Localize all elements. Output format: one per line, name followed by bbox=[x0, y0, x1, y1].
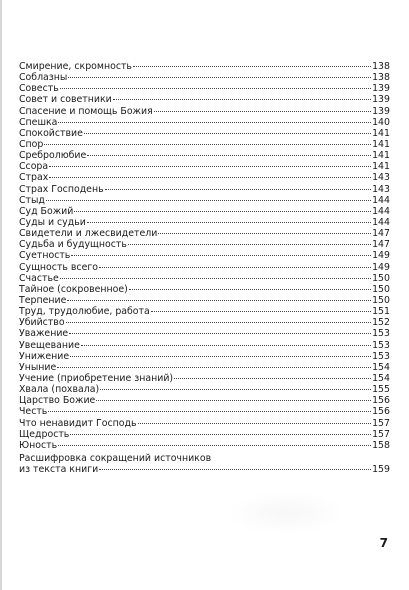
toc-entry bbox=[19, 106, 390, 117]
toc-entry bbox=[19, 317, 390, 328]
toc-entry-page: 157 bbox=[372, 428, 390, 440]
toc-entry-label: Смирение, скромность bbox=[19, 61, 132, 72]
toc-entry-page: 158 bbox=[372, 439, 390, 451]
toc-entry-page: 140 bbox=[372, 116, 390, 128]
toc-entry bbox=[19, 161, 390, 172]
toc-entry-page: 144 bbox=[372, 216, 390, 228]
toc-entry bbox=[19, 128, 390, 139]
toc-entry bbox=[19, 239, 390, 250]
toc-entry-label: Суетность bbox=[19, 250, 71, 262]
dot-leader bbox=[46, 200, 371, 201]
toc-entry bbox=[19, 295, 390, 306]
toc-entry bbox=[19, 406, 390, 417]
page-number: 7 bbox=[379, 536, 388, 550]
toc-entry-page: 154 bbox=[372, 372, 390, 384]
dot-leader bbox=[71, 255, 371, 256]
dot-leader bbox=[70, 434, 371, 435]
dot-leader bbox=[84, 133, 371, 134]
dot-leader bbox=[70, 356, 371, 357]
dot-leader bbox=[133, 66, 371, 67]
dot-leader bbox=[87, 155, 371, 156]
toc-entry bbox=[19, 61, 390, 72]
scan-smudge bbox=[226, 490, 346, 536]
toc-entry bbox=[19, 117, 390, 128]
dot-leader bbox=[96, 400, 371, 401]
toc-entry bbox=[19, 150, 390, 161]
dot-leader bbox=[174, 378, 371, 379]
dot-leader bbox=[69, 333, 371, 334]
dot-leader bbox=[67, 300, 371, 301]
toc-entry-label: Суды и судьи bbox=[19, 216, 86, 228]
toc-entry-page: 141 bbox=[372, 127, 390, 139]
dot-leader bbox=[60, 278, 371, 279]
toc-entry-label: Совет и советники bbox=[19, 94, 112, 106]
toc-entry-label: Соблазны bbox=[19, 72, 68, 84]
dot-leader bbox=[158, 233, 371, 234]
toc-entry bbox=[19, 418, 390, 429]
toc-entry bbox=[19, 340, 390, 351]
toc-entry-appendix bbox=[19, 453, 390, 475]
toc-entry-label: Свидетели и лжесвидетели bbox=[19, 228, 158, 240]
toc-entry bbox=[19, 217, 390, 228]
toc-entry-label: Что ненавидит Господь bbox=[19, 417, 137, 429]
toc-entry-page: 150 bbox=[372, 272, 390, 284]
toc-entry-label: Сребролюбие bbox=[19, 150, 87, 162]
toc-entry-page: 156 bbox=[372, 406, 390, 418]
toc-entry bbox=[19, 384, 390, 395]
dot-leader bbox=[99, 267, 371, 268]
dot-leader bbox=[81, 345, 371, 346]
toc-entry bbox=[19, 262, 390, 273]
toc-entry-label: Спасение и помощь Божия bbox=[19, 105, 153, 117]
toc-entry bbox=[19, 429, 390, 440]
toc-entry-label: Спешка bbox=[19, 116, 58, 128]
toc-entry-label: Ссора bbox=[19, 161, 49, 173]
toc-entry-page: 153 bbox=[372, 328, 390, 340]
toc-entry-label: Терпение bbox=[19, 294, 67, 306]
toc-entry bbox=[19, 94, 390, 105]
dot-leader bbox=[87, 222, 371, 223]
toc-entry-page: 152 bbox=[372, 317, 390, 329]
dot-leader bbox=[68, 77, 371, 78]
dot-leader bbox=[66, 322, 371, 323]
toc-entry-label: Честь bbox=[19, 406, 48, 418]
toc-entry-page: 150 bbox=[372, 283, 390, 295]
toc-entry bbox=[19, 72, 390, 83]
toc-entry-page: 139 bbox=[372, 94, 390, 106]
toc-entry bbox=[19, 250, 390, 261]
dot-leader bbox=[57, 367, 371, 368]
dot-leader bbox=[60, 88, 371, 89]
dot-leader bbox=[129, 289, 371, 290]
dot-leader bbox=[113, 99, 371, 100]
dot-leader bbox=[128, 244, 371, 245]
dot-leader bbox=[49, 177, 371, 178]
toc-entry-page: 139 bbox=[372, 105, 390, 117]
toc-entry-page: 153 bbox=[372, 350, 390, 362]
dot-leader bbox=[74, 211, 371, 212]
toc-entry-page: 147 bbox=[372, 239, 390, 251]
dot-leader bbox=[48, 411, 371, 412]
toc-entry-label: Хвала (похвала) bbox=[19, 384, 100, 396]
toc-entry-label: Уважение bbox=[19, 328, 69, 340]
toc-entry-page: 144 bbox=[372, 194, 390, 206]
toc-entry bbox=[19, 228, 390, 239]
toc-entry bbox=[19, 284, 390, 295]
toc-entry-label: Сущность всего bbox=[19, 261, 99, 273]
toc-entry-label: Спокойствие bbox=[19, 127, 83, 139]
toc-entry bbox=[19, 83, 390, 94]
toc-entry-label: Тайное (сокровенное) bbox=[19, 283, 128, 295]
toc-entry-page: 147 bbox=[372, 228, 390, 240]
dot-leader bbox=[58, 122, 371, 123]
dot-leader bbox=[44, 144, 371, 145]
appendix-label-line1: Расшифровка сокращений источников bbox=[19, 452, 212, 464]
toc-entry-page: 141 bbox=[372, 138, 390, 150]
toc-entry bbox=[19, 362, 390, 373]
toc-entry bbox=[19, 206, 390, 217]
dot-leader bbox=[154, 111, 371, 112]
toc-entry-page: 144 bbox=[372, 205, 390, 217]
toc-entry bbox=[19, 184, 390, 195]
toc-entry-page: 149 bbox=[372, 261, 390, 273]
toc-entry-page: 138 bbox=[372, 72, 390, 84]
dot-leader bbox=[49, 166, 371, 167]
toc-entry-label: Страх bbox=[19, 172, 49, 184]
toc-entry-label: Труд, трудолюбие, работа bbox=[19, 306, 150, 318]
toc-entry bbox=[19, 395, 390, 406]
toc-entry-page: 138 bbox=[372, 61, 390, 72]
toc-entry-page: 156 bbox=[372, 395, 390, 407]
toc-entry-page: 141 bbox=[372, 161, 390, 173]
toc-entry-page: 155 bbox=[372, 384, 390, 396]
dot-leader bbox=[151, 311, 371, 312]
toc-entry bbox=[19, 440, 390, 451]
toc-entry-page: 154 bbox=[372, 361, 390, 373]
toc-entry-label: Унижение bbox=[19, 350, 70, 362]
toc-entry-label: Спор bbox=[19, 138, 44, 150]
toc-entry-page: 151 bbox=[372, 306, 390, 318]
toc-entry-page: 153 bbox=[372, 339, 390, 351]
page-edge bbox=[0, 0, 2, 590]
dot-leader bbox=[105, 189, 371, 190]
toc-entry-page: 157 bbox=[372, 417, 390, 429]
toc-entry-label: Уныние bbox=[19, 361, 57, 373]
toc-entry-label: Учение (приобретение знаний) bbox=[19, 372, 174, 384]
dot-leader bbox=[138, 423, 372, 424]
dot-leader bbox=[58, 445, 371, 446]
dot-leader bbox=[99, 469, 371, 470]
toc-entry-label: Увещевание bbox=[19, 339, 80, 351]
toc-entry-page: 141 bbox=[372, 150, 390, 162]
toc-entry-page: 150 bbox=[372, 294, 390, 306]
toc-entry bbox=[19, 328, 390, 339]
toc-entry-label: Убийство bbox=[19, 317, 65, 329]
toc-entry-page: 149 bbox=[372, 250, 390, 262]
toc-entry bbox=[19, 373, 390, 384]
toc-entry-label: Счастье bbox=[19, 272, 59, 284]
toc-entry bbox=[19, 306, 390, 317]
toc-entry-label: Царство Божие bbox=[19, 395, 96, 407]
appendix-label-line2: из текста книги bbox=[19, 464, 99, 476]
toc-entry-page: 139 bbox=[372, 83, 390, 95]
toc-entry-label: Судьба и будущность bbox=[19, 239, 127, 251]
toc-entry-label: Суд Божий bbox=[19, 205, 74, 217]
toc-entry-page: 143 bbox=[372, 172, 390, 184]
toc-entry bbox=[19, 195, 390, 206]
toc-entry bbox=[19, 351, 390, 362]
toc-entry bbox=[19, 172, 390, 183]
toc-entry-label: Юность bbox=[19, 439, 58, 451]
toc-entry-label: Страх Господень bbox=[19, 183, 104, 195]
toc-entry bbox=[19, 139, 390, 150]
toc-entry-page: 143 bbox=[372, 183, 390, 195]
toc-entry-label: Стыд bbox=[19, 194, 45, 206]
table-of-contents bbox=[19, 61, 390, 475]
toc-entry bbox=[19, 273, 390, 284]
toc-entry-label: Совесть bbox=[19, 83, 59, 95]
appendix-page: 159 bbox=[372, 464, 390, 476]
dot-leader bbox=[100, 389, 371, 390]
toc-entry-label: Щедрость bbox=[19, 428, 70, 440]
